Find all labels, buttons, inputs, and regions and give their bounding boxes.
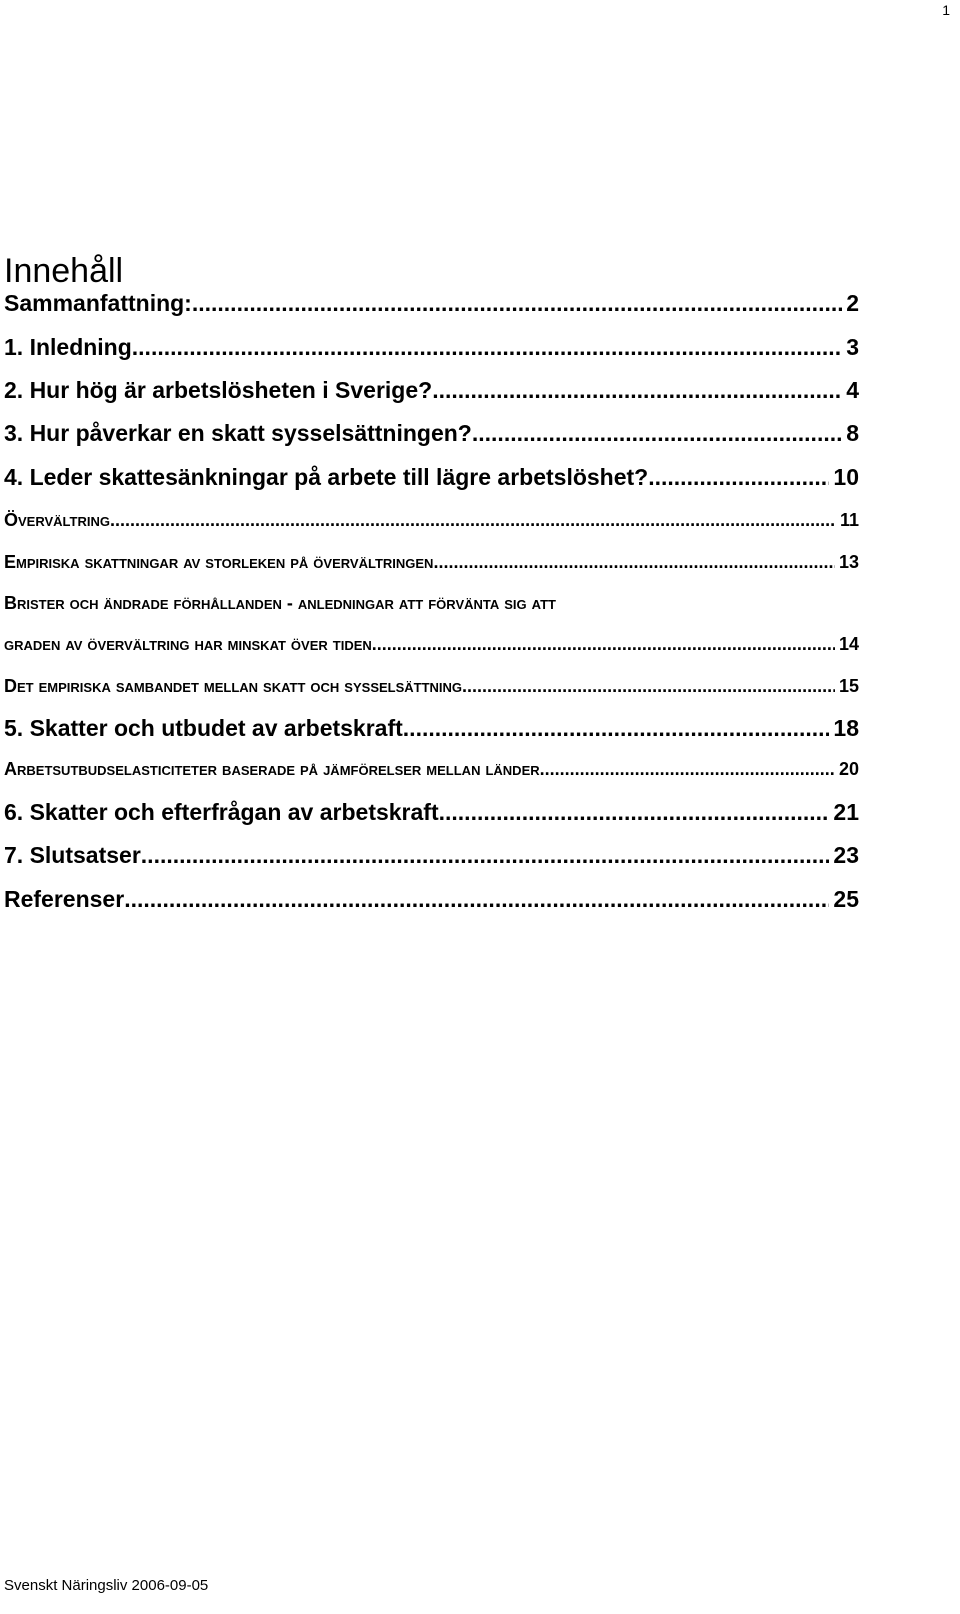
- toc-entry-page: 4: [846, 377, 859, 403]
- toc-title: Innehåll: [4, 252, 124, 290]
- toc-entry-brister[interactable]: [4, 634, 859, 655]
- dot-leader: [472, 420, 842, 447]
- dot-leader: [648, 464, 829, 491]
- toc-entry-page: 2: [846, 290, 859, 316]
- toc-entry-page: 18: [833, 715, 859, 741]
- toc-entry-slutsatser[interactable]: [4, 842, 859, 869]
- toc-entry-page: 11: [839, 510, 859, 530]
- toc-entry-utbudet[interactable]: [4, 715, 859, 742]
- toc-entry-label: 1. Inledning: [4, 334, 132, 360]
- toc-entry-page: 21: [833, 799, 859, 825]
- toc-entry-brister-line1[interactable]: Brister och ändrade förhållanden - anledningar att förvänta sig att: [4, 593, 556, 613]
- dot-leader: [462, 676, 835, 697]
- page-number: 1: [942, 2, 950, 18]
- toc-entry-label: 7. Slutsatser: [4, 842, 141, 868]
- toc-entry-overvaltring[interactable]: [4, 510, 859, 531]
- toc-entry-page: 15: [838, 676, 859, 696]
- toc-entry-page: 14: [838, 634, 859, 654]
- dot-leader: [132, 334, 842, 361]
- dot-leader: [110, 510, 836, 531]
- toc-entry-label: Referenser: [4, 886, 125, 912]
- dot-leader: [433, 552, 835, 573]
- toc-entry-label: 4. Leder skattesänkningar på arbete till lägre arbetslöshet?: [4, 464, 649, 490]
- toc-entry-label: 2. Hur hög är arbetslösheten i Sverige?: [4, 377, 433, 403]
- toc-entry-label: Empiriska skattningar av storleken på övervältringen: [4, 552, 434, 572]
- toc-entry-label: graden av övervältring har minskat över tiden: [4, 634, 372, 654]
- toc-entry-label: Sammanfattning:: [4, 290, 192, 316]
- toc-entry-label: 5. Skatter och utbudet av arbetskraft: [4, 715, 403, 741]
- toc-entry-label: Arbetsutbudselasticiteter baserade på jämförelser mellan länder: [4, 759, 540, 779]
- toc-entry-referenser[interactable]: [4, 886, 859, 913]
- dot-leader: [141, 842, 830, 869]
- dot-leader: [124, 886, 829, 913]
- toc-entry-label: Det empiriska sambandet mellan skatt och sysselsättning: [4, 676, 463, 696]
- toc-entry-skattesankningar[interactable]: [4, 464, 859, 491]
- toc-entry-inledning[interactable]: [4, 334, 859, 361]
- dot-leader: [403, 715, 830, 742]
- dot-leader: [432, 377, 842, 404]
- toc-entry-page: 13: [838, 552, 859, 572]
- toc-entry-label: Övervältring: [4, 510, 110, 530]
- toc-entry-arbetsutbudselasticiteter[interactable]: [4, 759, 859, 780]
- dot-leader: [540, 759, 835, 780]
- toc-entry-page: 3: [846, 334, 859, 360]
- toc-entry-label: 6. Skatter och efterfrågan av arbetskraft: [4, 799, 439, 825]
- toc-entry-page: 25: [833, 886, 859, 912]
- toc-entry-efterfragan[interactable]: [4, 799, 859, 826]
- toc-entry-page: 10: [833, 464, 859, 490]
- toc-entry-label: 3. Hur påverkar en skatt sysselsättningen?: [4, 420, 472, 446]
- dot-leader: [192, 290, 842, 317]
- toc-entry-sammanfattning[interactable]: [4, 290, 859, 317]
- toc-entry-page: 23: [833, 842, 859, 868]
- dot-leader: [372, 634, 835, 655]
- toc-entry-page: 8: [846, 420, 859, 446]
- toc-entry-empiriska-skattningar[interactable]: [4, 552, 859, 573]
- toc-entry-arbetsloshet[interactable]: [4, 377, 859, 404]
- page-footer: Svenskt Näringsliv 2006-09-05: [4, 1577, 209, 1594]
- toc-entry-skatt-sysselsattning[interactable]: [4, 420, 859, 447]
- dot-leader: [439, 799, 830, 826]
- toc-entry-empiriska-sambandet[interactable]: [4, 676, 859, 697]
- toc-entry-page: 20: [838, 759, 859, 779]
